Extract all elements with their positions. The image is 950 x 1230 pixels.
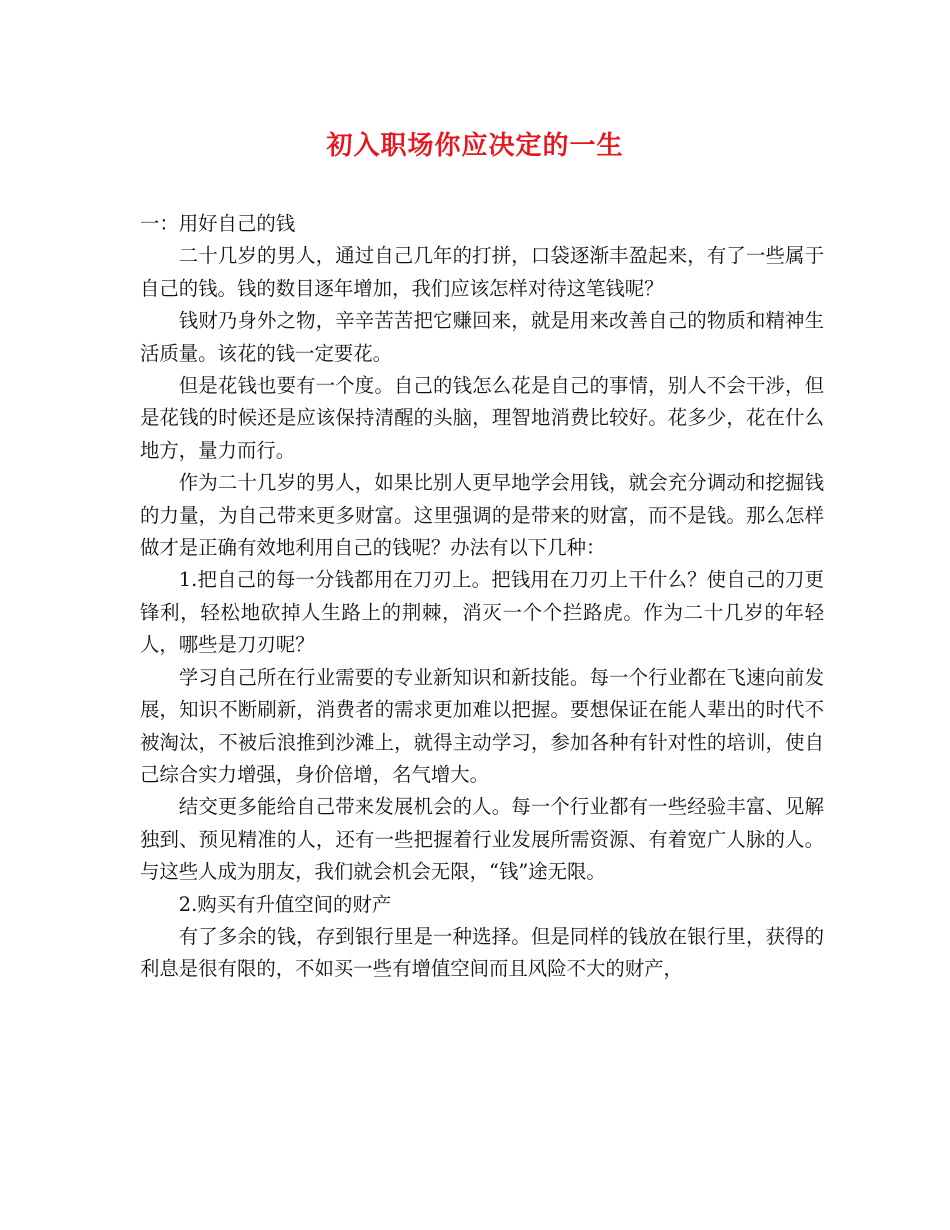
paragraph: 学习自己所在行业需要的专业新知识和新技能。每一个行业都在飞速向前发展，知识不断刷新，消费者的需求更加难以把握。要想保证在能人辈出的时代不被淘汰，不被后浪推到沙滩上，就得主动学习，参加各种有针对性的培训，使自己综合实力增强，身价倍增，名气增大。 xyxy=(140,665,824,786)
paragraph: 二十几岁的男人，通过自己几年的打拼，口袋逐渐丰盈起来，有了一些属于自己的钱。钱的数目逐年增加，我们应该怎样对待这笔钱呢？ xyxy=(140,244,824,300)
paragraph: 结交更多能给自己带来发展机会的人。每一个行业都有一些经验丰富、见解独到、预见精准的人，还有一些把握着行业发展所需资源、有着宽广人脉的人。与这些人成为朋友，我们就会机会无限，“钱”途无限。 xyxy=(140,795,824,884)
section-heading: 一：用好自己的钱 xyxy=(140,212,296,235)
paragraph: 有了多余的钱，存到银行里是一种选择。但是同样的钱放在银行里，获得的利息是很有限的，不如买一些有增值空间而且风险不大的财产， xyxy=(140,924,824,981)
paragraph: 钱财乃身外之物，辛辛苦苦把它赚回来，就是用来改善自己的物质和精神生活质量。该花的钱一定要花。 xyxy=(140,309,824,365)
numbered-subheading: 2.购买有升值空间的财产 xyxy=(178,892,392,916)
document-body xyxy=(140,208,824,986)
numbered-paragraph: 1.把自己的每一分钱都用在刀刃上。把钱用在刀刃上干什么？使自己的刀更锋利，轻松地砍掉人生路上的荆棘，消灭一个个拦路虎。作为二十几岁的年轻人，哪些是刀刃呢？ xyxy=(140,568,824,657)
paragraph: 作为二十几岁的男人，如果比别人更早地学会用钱，就会充分调动和挖掘钱的力量，为自己带来更多财富。这里强调的是带来的财富，而不是钱。那么怎样做才是正确有效地利用自己的钱呢？办法有以下几种： xyxy=(140,471,824,560)
paragraph: 但是花钱也要有一个度。自己的钱怎么花是自己的事情，别人不会干涉，但是花钱的时候还是应该保持清醒的头脑，理智地消费比较好。花多少，花在什么地方，量力而行。 xyxy=(140,374,824,462)
document-title: 初入职场你应决定的一生 xyxy=(326,131,624,161)
